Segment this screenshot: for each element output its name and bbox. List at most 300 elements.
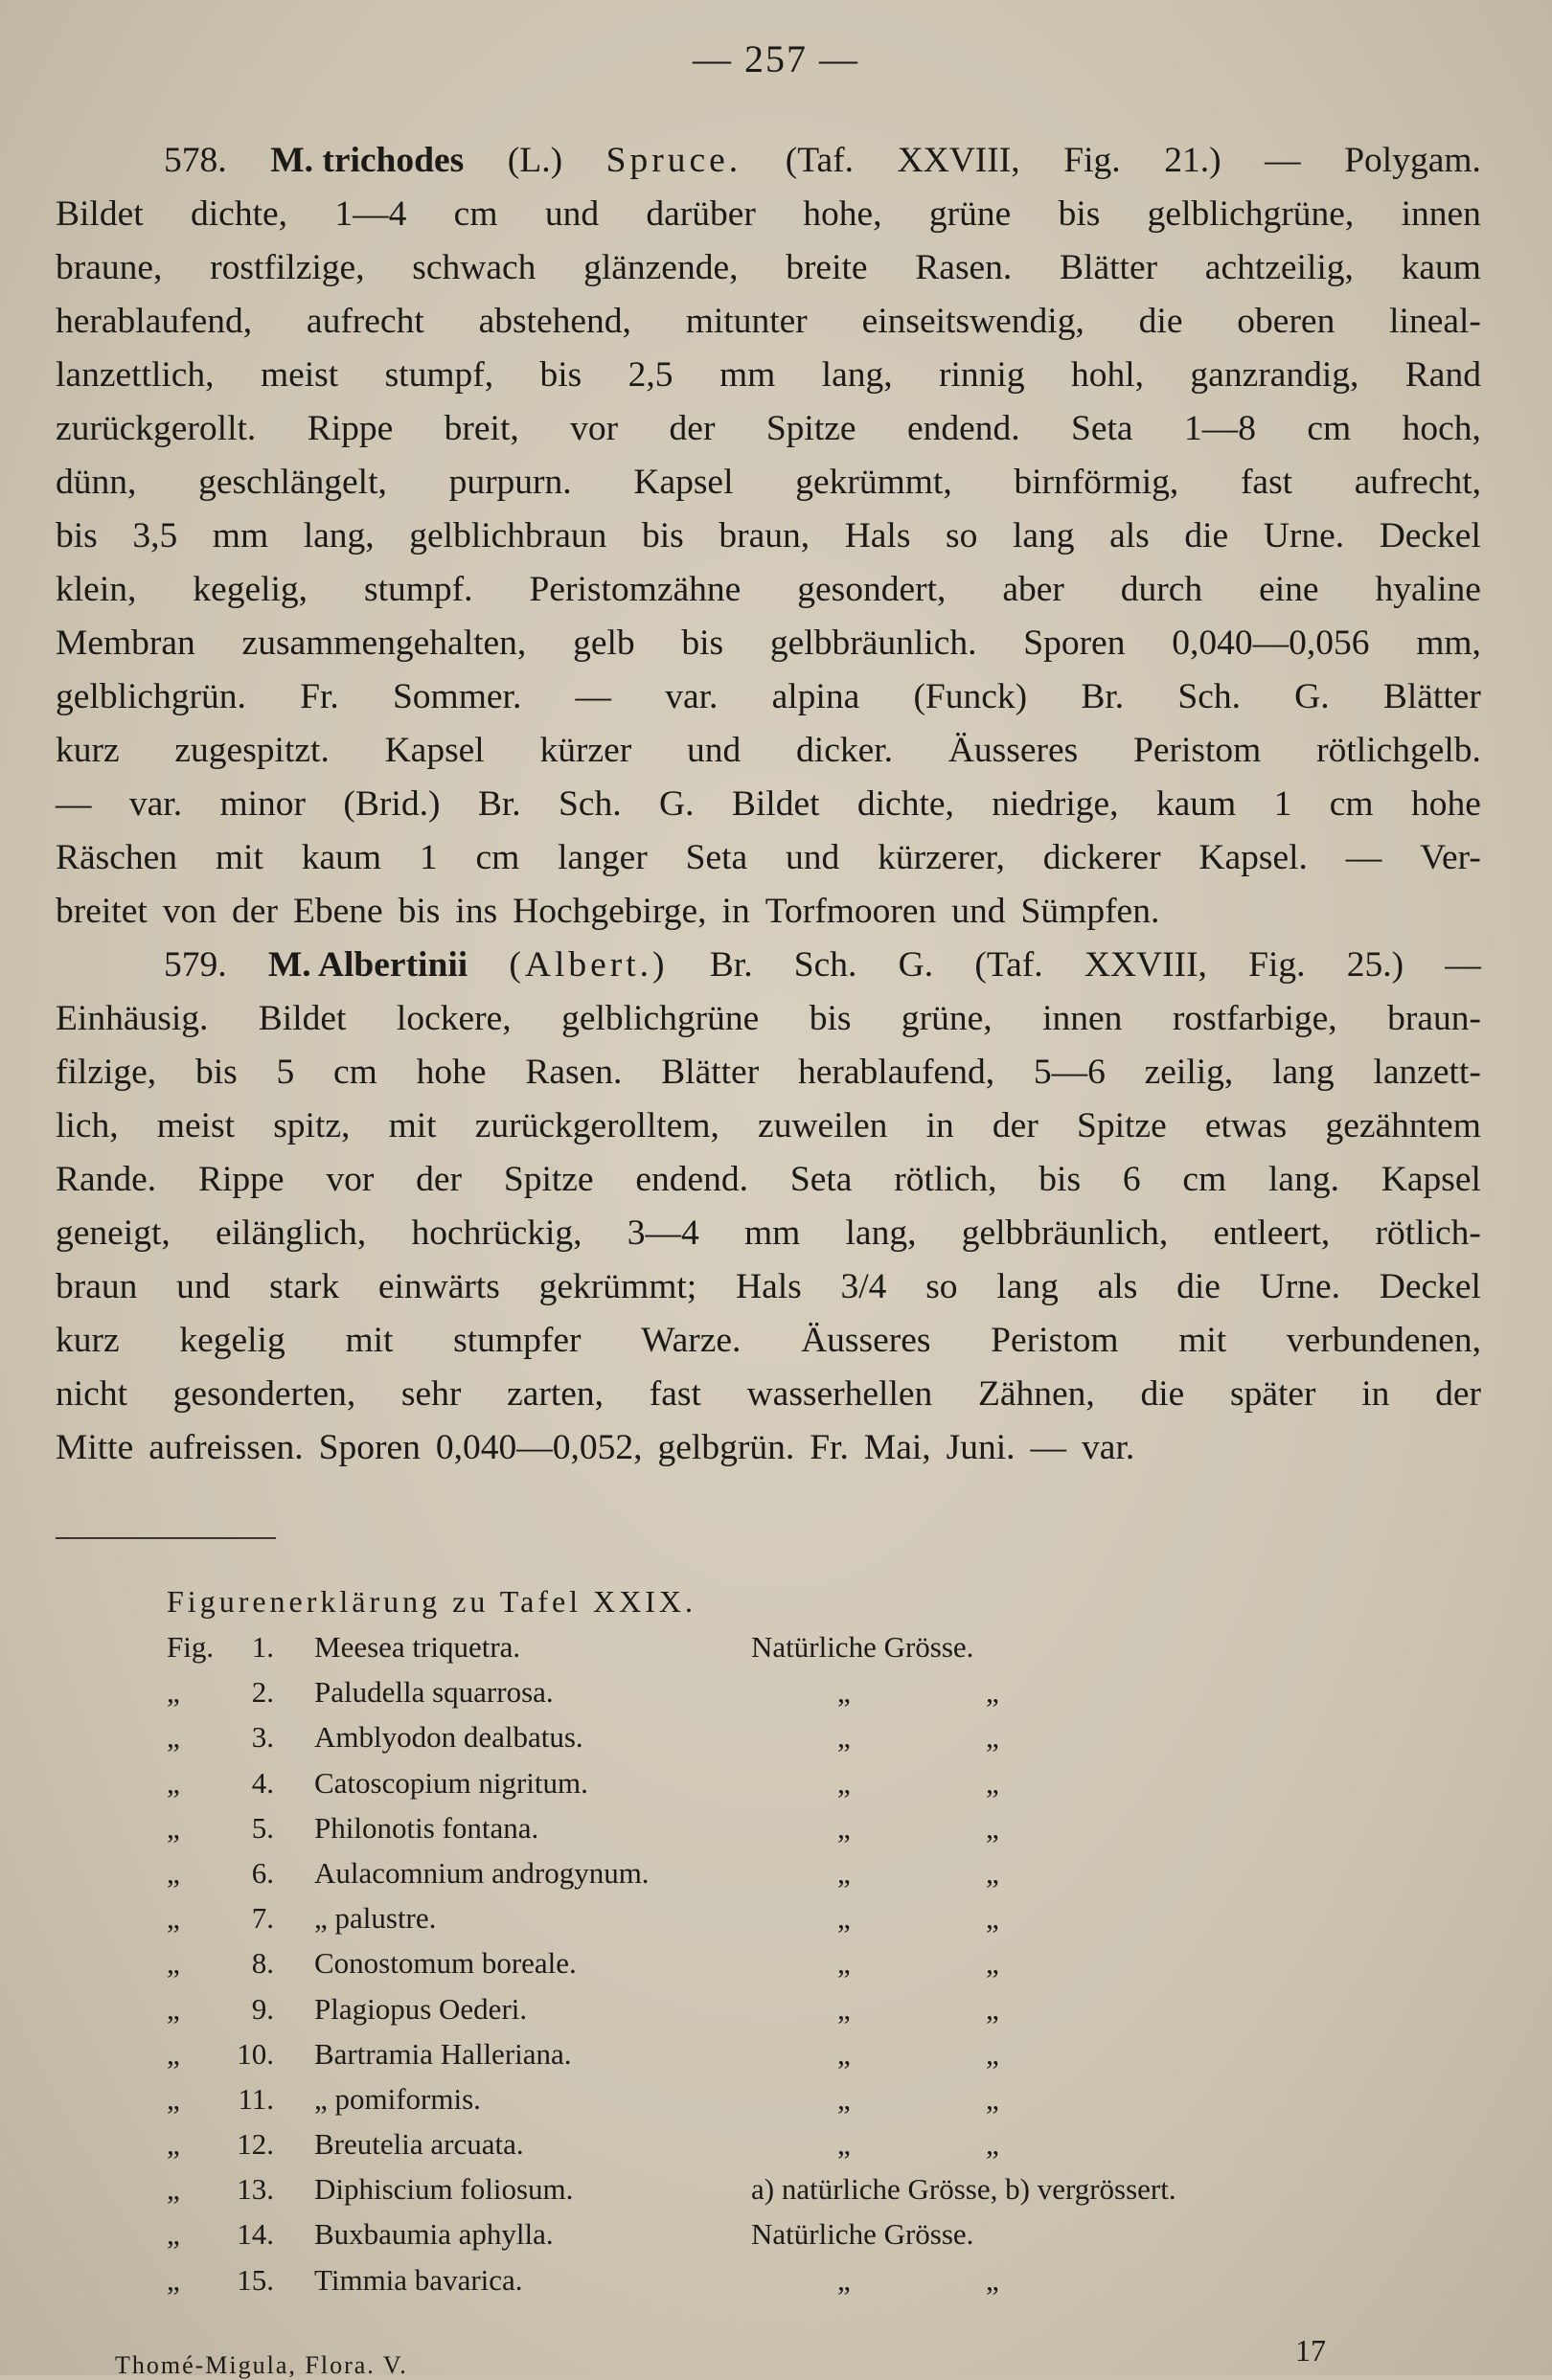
figure-species: „ pomiformis. xyxy=(314,2081,481,2116)
figure-number: 1. xyxy=(251,1630,274,1664)
text-word: Peristom xyxy=(1132,731,1262,770)
text-word: rötlich, xyxy=(894,1160,997,1199)
text-word: Hals xyxy=(735,1267,802,1306)
ditto-mark: „ xyxy=(986,1765,999,1800)
figure-species: Amblyodon dealbatus. xyxy=(314,1720,583,1755)
ditto-mark: „ xyxy=(986,1810,999,1845)
text-word: dichte, xyxy=(191,194,288,234)
ditto-mark: „ xyxy=(986,1855,999,1890)
text-word: bis xyxy=(809,999,852,1038)
figure-size: Natürliche Grösse. xyxy=(751,2217,974,2252)
figure-item xyxy=(167,1624,1412,1669)
text-word: gelblichgrüne xyxy=(561,999,760,1038)
ditto-mark: „ xyxy=(837,1720,851,1755)
text-word: etwas xyxy=(1204,1106,1288,1145)
text-word: breit, xyxy=(444,409,519,448)
text-word: Sporen xyxy=(318,1428,421,1467)
figure-number: 14. xyxy=(237,2217,274,2252)
figure-item xyxy=(167,1986,1412,2031)
text-word: innen xyxy=(1401,194,1481,234)
figure-species: Buxbaumia aphylla. xyxy=(314,2217,554,2252)
text-word: bis xyxy=(642,516,684,555)
text-word: Zähnen, xyxy=(977,1374,1095,1414)
text-word: Rasen. xyxy=(525,1053,623,1092)
text-word: Äusseres xyxy=(801,1321,931,1360)
text-word: Rippe xyxy=(307,409,394,448)
text-word: 3—4 xyxy=(627,1213,699,1253)
figure-prefix: „ xyxy=(167,2036,180,2071)
text-word: Deckel xyxy=(1379,516,1481,555)
figure-item xyxy=(167,1714,1412,1759)
text-word: hoch, xyxy=(1402,409,1481,448)
text-word: Warze. xyxy=(641,1321,742,1360)
text-word: endend. xyxy=(906,409,1020,448)
text-word: einseitswendig, xyxy=(861,302,1084,341)
text-word: Blätter xyxy=(661,1053,760,1092)
text-word: Urne. xyxy=(1259,1267,1341,1306)
text-word: in xyxy=(925,1106,954,1145)
text-word: Fig. xyxy=(1248,945,1306,985)
text-word: 5 xyxy=(276,1053,295,1092)
text-word: Seta xyxy=(1071,409,1133,448)
figure-species: Meesea triquetra. xyxy=(314,1630,521,1664)
text-word: lang xyxy=(1272,1053,1335,1092)
text-word: gekrümmt, xyxy=(795,463,952,502)
text-word: — xyxy=(575,677,612,716)
text-word: mm xyxy=(743,1213,801,1253)
text-word: rötlich- xyxy=(1375,1213,1481,1253)
figure-item xyxy=(167,1940,1412,1985)
species-name: M. Albertinii xyxy=(267,945,468,985)
text-word: dicker. xyxy=(796,731,894,770)
text-word: 21.) xyxy=(1164,141,1221,180)
text-word: mitunter xyxy=(685,302,808,341)
figure-legend-list xyxy=(167,1624,1412,2302)
text-word: var. xyxy=(128,784,183,824)
text-word: gekrümmt; xyxy=(538,1267,697,1306)
figure-number: 4. xyxy=(251,1765,274,1800)
text-line xyxy=(56,670,1481,724)
text-word: vor xyxy=(326,1160,375,1199)
text-line xyxy=(56,456,1481,510)
figure-size: Natürliche Grösse. xyxy=(751,1630,974,1664)
text-line xyxy=(56,831,1481,885)
ditto-mark: „ xyxy=(986,2262,999,2297)
text-word: gelb xyxy=(573,623,635,663)
text-line xyxy=(56,510,1481,563)
text-word: eine xyxy=(1259,570,1319,609)
text-word: bis xyxy=(194,1053,238,1092)
text-word: — xyxy=(56,784,92,824)
text-word: als xyxy=(1109,516,1150,555)
text-word: die xyxy=(1138,302,1183,341)
ditto-mark: „ xyxy=(837,2036,851,2071)
text-word: (Taf. xyxy=(974,945,1043,985)
footnote-rule xyxy=(56,1537,276,1539)
text-line xyxy=(56,241,1481,295)
text-word: gelbbräunlich, xyxy=(961,1213,1169,1253)
text-word: und xyxy=(951,892,1006,931)
ditto-mark: „ xyxy=(837,2262,851,2297)
text-word: (Brid.) xyxy=(343,784,441,824)
text-word: bis xyxy=(681,623,724,663)
text-word: G. xyxy=(1294,677,1330,716)
text-word: Peristomzähne xyxy=(529,570,742,609)
text-word: Fr. xyxy=(810,1428,849,1467)
text-word: endend. xyxy=(635,1160,749,1199)
page-body xyxy=(56,134,1481,1475)
text-word: cm xyxy=(333,1053,377,1092)
text-word: 5—6 xyxy=(1033,1053,1106,1092)
text-word: XXVIII, xyxy=(1084,945,1207,985)
text-word: zuweilen xyxy=(758,1106,888,1145)
figure-item xyxy=(167,2211,1412,2256)
text-word: Bildet xyxy=(258,999,347,1038)
figure-item xyxy=(167,1850,1412,1895)
text-word: mm xyxy=(719,355,776,395)
entry-number: 578. xyxy=(164,141,227,180)
text-word: G. xyxy=(898,945,934,985)
text-word: 3/4 xyxy=(840,1267,887,1306)
text-line xyxy=(56,1314,1481,1368)
text-word: der xyxy=(669,409,716,448)
text-word: kegelig, xyxy=(193,570,308,609)
text-word: lang, xyxy=(845,1213,917,1253)
text-word: cm xyxy=(1307,409,1352,448)
text-word: bis xyxy=(539,355,582,395)
text-word: und xyxy=(176,1267,231,1306)
text-word: (Funck) xyxy=(913,677,1028,716)
ditto-mark: „ xyxy=(986,1946,999,1981)
text-word: langer xyxy=(558,838,648,877)
figure-number: 5. xyxy=(251,1810,274,1845)
text-word: der xyxy=(232,892,278,931)
text-word: Sümpfen. xyxy=(1020,892,1160,931)
text-word: Hals xyxy=(844,516,911,555)
text-word: var. xyxy=(1082,1428,1135,1467)
author: (Albert.) xyxy=(509,945,669,985)
text-word: gesonderten, xyxy=(172,1374,356,1414)
text-word: aufreissen. xyxy=(148,1428,304,1467)
ditto-mark: „ xyxy=(837,1946,851,1981)
text-word: 2,5 xyxy=(628,355,673,395)
text-word: gelbbräunlich. xyxy=(769,623,977,663)
text-word: rostfarbige, xyxy=(1172,999,1337,1038)
text-word: und xyxy=(786,838,840,877)
text-word: stumpf. xyxy=(364,570,473,609)
text-word: Deckel xyxy=(1379,1267,1481,1306)
text-word: Juni. xyxy=(946,1428,1016,1467)
text-line xyxy=(56,1421,1481,1475)
text-word: Spitze xyxy=(765,409,856,448)
text-line xyxy=(56,778,1481,831)
text-word: Hochgebirge, xyxy=(513,892,707,931)
figure-number: 7. xyxy=(251,1901,274,1936)
text-word: durch xyxy=(1120,570,1203,609)
text-word: stark xyxy=(269,1267,340,1306)
text-word: die xyxy=(1140,1374,1185,1414)
text-word: aber xyxy=(1002,570,1064,609)
text-word: mm xyxy=(212,516,269,555)
figure-prefix: „ xyxy=(167,1946,180,1981)
figure-species: Philonotis fontana. xyxy=(314,1810,539,1845)
figure-species: Aulacomnium androgynum. xyxy=(314,1855,650,1890)
text-word: Mai, xyxy=(863,1428,931,1467)
text-line xyxy=(56,1260,1481,1314)
figure-prefix: „ xyxy=(167,1901,180,1936)
entry-578-heading xyxy=(56,134,1481,188)
text-word: Urne. xyxy=(1263,516,1345,555)
figure-prefix: „ xyxy=(167,1675,180,1710)
text-word: — xyxy=(1265,141,1301,180)
text-word: G. xyxy=(659,784,695,824)
text-word: achtzeilig, xyxy=(1204,248,1354,287)
figure-legend-title: Figurenerklärung zu Tafel XXIX. xyxy=(167,1584,697,1619)
text-word: und xyxy=(687,731,742,770)
figure-item xyxy=(167,1669,1412,1714)
text-word: ganzrandig, xyxy=(1190,355,1359,395)
text-line xyxy=(56,885,1481,939)
text-word: braun- xyxy=(1387,999,1481,1038)
text-word: in xyxy=(721,892,750,931)
text-word: lang, xyxy=(303,516,375,555)
text-line xyxy=(56,992,1481,1046)
text-word: 3,5 xyxy=(132,516,178,555)
text-word: Rande. xyxy=(56,1160,157,1199)
text-word: Br. xyxy=(709,945,753,985)
text-word: gesondert, xyxy=(797,570,947,609)
figure-species: Bartramia Halleriana. xyxy=(314,2036,572,2071)
figure-prefix: Fig. xyxy=(167,1630,215,1664)
figure-prefix: „ xyxy=(167,2127,180,2162)
text-word: später xyxy=(1229,1374,1316,1414)
figure-prefix: „ xyxy=(167,2217,180,2252)
text-word: var. xyxy=(665,677,719,716)
text-line xyxy=(56,563,1481,617)
text-word: kurz xyxy=(56,1321,120,1360)
text-word: zeilig, xyxy=(1144,1053,1234,1092)
text-word: spitz, xyxy=(273,1106,351,1145)
text-word: gelbgrün. xyxy=(657,1428,795,1467)
text-word: Rasen. xyxy=(915,248,1013,287)
text-word: dickerer xyxy=(1042,838,1161,877)
text-word: gelblichbraun xyxy=(409,516,607,555)
text-word: Kapsel. xyxy=(1198,838,1308,877)
text-word: kegelig xyxy=(179,1321,285,1360)
text-word: birnförmig, xyxy=(1014,463,1179,502)
entry-579-text xyxy=(56,992,1481,1475)
figure-number: 15. xyxy=(237,2262,274,2297)
figure-prefix: „ xyxy=(167,1810,180,1845)
text-word: Br. xyxy=(477,784,521,824)
text-word: der xyxy=(992,1106,1038,1145)
text-word: mit xyxy=(345,1321,394,1360)
text-word: 1 xyxy=(1273,784,1292,824)
text-word: so xyxy=(925,1267,958,1306)
ditto-mark: „ xyxy=(986,1991,999,2026)
text-word: Seta xyxy=(789,1160,853,1199)
figure-item xyxy=(167,1760,1412,1805)
text-word: 1 xyxy=(419,838,438,877)
text-word: Räschen xyxy=(56,838,178,877)
text-word: dichte, xyxy=(856,784,954,824)
text-word: vor xyxy=(570,409,619,448)
ditto-mark: „ xyxy=(837,2127,851,2162)
text-word: zugespitzt. xyxy=(174,731,330,770)
text-word: hohe xyxy=(416,1053,487,1092)
text-word: Sch. xyxy=(1177,677,1241,716)
text-word: der xyxy=(416,1160,463,1199)
text-word: lineal- xyxy=(1389,302,1481,341)
figure-number: 12. xyxy=(237,2127,274,2162)
text-word: Ver- xyxy=(1420,838,1481,877)
text-word: gezähntem xyxy=(1325,1106,1481,1145)
figure-number: 2. xyxy=(251,1675,274,1710)
text-word: verbundenen, xyxy=(1286,1321,1481,1360)
ditto-mark: „ xyxy=(986,1675,999,1710)
figure-prefix: „ xyxy=(167,1720,180,1755)
text-line xyxy=(56,1368,1481,1421)
ditto-mark: „ xyxy=(986,2127,999,2162)
text-word: die xyxy=(1176,1267,1221,1306)
text-word: zurückgerolltem, xyxy=(474,1106,719,1145)
figure-number: 8. xyxy=(251,1946,274,1981)
text-word: meist xyxy=(156,1106,236,1145)
text-word: 0,040—0,052, xyxy=(435,1428,643,1467)
text-word: rostfilzige, xyxy=(210,248,365,287)
text-line xyxy=(56,1153,1481,1207)
text-word: breitet xyxy=(56,892,148,931)
text-word: Spitze xyxy=(1076,1106,1167,1145)
text-word: braune, xyxy=(56,248,163,287)
text-word: mit xyxy=(1178,1321,1227,1360)
text-word: Blätter xyxy=(1382,677,1481,716)
text-word: Sch. xyxy=(559,784,622,824)
text-word: klein, xyxy=(56,570,137,609)
text-word: lang xyxy=(996,1267,1059,1306)
ditto-mark: „ xyxy=(837,1675,851,1710)
figure-number: 13. xyxy=(237,2172,274,2207)
page-number: — 257 — xyxy=(693,37,859,80)
text-line xyxy=(56,1207,1481,1260)
ditto-mark: „ xyxy=(837,1765,851,1800)
text-word: rinnig xyxy=(939,355,1025,395)
text-word: bis xyxy=(1058,194,1101,234)
entry-number: 579. xyxy=(164,945,227,985)
text-word: Kapsel xyxy=(633,463,734,502)
figure-prefix: „ xyxy=(167,2262,180,2297)
ditto-mark: „ xyxy=(837,1901,851,1936)
text-word: Peristom xyxy=(991,1321,1119,1360)
text-word: lanzett- xyxy=(1373,1053,1481,1092)
text-word: purpurn. xyxy=(448,463,572,502)
text-word: hohl, xyxy=(1070,355,1145,395)
text-word: geschlängelt, xyxy=(198,463,387,502)
text-word: entleert, xyxy=(1213,1213,1331,1253)
text-word: Polygam. xyxy=(1344,141,1481,180)
text-word: bis xyxy=(398,892,441,931)
figure-prefix: „ xyxy=(167,2172,180,2207)
text-word: Kapsel xyxy=(1381,1160,1481,1199)
text-word: minor xyxy=(219,784,307,824)
figure-prefix: „ xyxy=(167,1855,180,1890)
text-word: zarten, xyxy=(507,1374,605,1414)
text-word: grüne, xyxy=(901,999,993,1038)
text-word: Fr. xyxy=(300,677,339,716)
text-word: cm xyxy=(1182,1160,1227,1199)
text-word: und xyxy=(544,194,600,234)
ditto-mark: „ xyxy=(986,1720,999,1755)
ditto-mark: „ xyxy=(986,1901,999,1936)
text-word: meist xyxy=(260,355,339,395)
text-word: — xyxy=(1445,945,1481,985)
figure-number: 3. xyxy=(251,1720,274,1755)
text-word: innen xyxy=(1042,999,1123,1038)
text-word: fast xyxy=(1240,463,1293,502)
text-word: lanzettlich, xyxy=(56,355,215,395)
text-word: in xyxy=(1361,1374,1390,1414)
text-word: kurz xyxy=(56,731,120,770)
text-word: darüber xyxy=(646,194,756,234)
text-word: 25.) xyxy=(1346,945,1404,985)
text-word: bis xyxy=(1038,1160,1082,1199)
text-word: eilänglich, xyxy=(215,1213,367,1253)
figure-legend xyxy=(167,1578,1412,2302)
species-name: M. trichodes xyxy=(270,141,465,180)
text-word: stumpfer xyxy=(453,1321,582,1360)
text-word: braun, xyxy=(719,516,810,555)
figure-number: 9. xyxy=(251,1991,274,2026)
text-line xyxy=(56,1046,1481,1099)
text-word: Sporen xyxy=(1023,623,1126,663)
figure-size: a) natürliche Grösse, b) vergrössert. xyxy=(751,2172,1176,2207)
text-word: kaum xyxy=(301,838,382,877)
figure-number: 6. xyxy=(251,1855,274,1890)
text-word: sehr xyxy=(400,1374,462,1414)
text-word: breite xyxy=(786,248,868,287)
text-word: gelblichgrüne, xyxy=(1147,194,1355,234)
figure-species: Paludella squarrosa. xyxy=(314,1675,554,1710)
figure-number: 11. xyxy=(238,2081,274,2116)
text-word: braun xyxy=(56,1267,138,1306)
ditto-mark: „ xyxy=(837,2081,851,2116)
text-word: niedrige, xyxy=(992,784,1119,824)
text-word: so xyxy=(946,516,978,555)
text-word: grüne xyxy=(928,194,1012,234)
text-word: lich, xyxy=(56,1106,119,1145)
text-word: — xyxy=(1345,838,1382,877)
text-word: stumpf, xyxy=(384,355,494,395)
text-word: zurückgerollt. xyxy=(56,409,257,448)
figure-prefix: „ xyxy=(167,1765,180,1800)
text-word: zusammengehalten, xyxy=(241,623,527,663)
text-line xyxy=(56,1099,1481,1153)
text-line xyxy=(56,402,1481,456)
text-word: herablaufend, xyxy=(56,302,253,341)
text-word: lang, xyxy=(821,355,893,395)
text-word: hyaline xyxy=(1375,570,1481,609)
figure-item xyxy=(167,1895,1412,1940)
figure-item xyxy=(167,1805,1412,1850)
text-word: mm, xyxy=(1416,623,1481,663)
footer-imprint: Thomé-Migula, Flora. V. xyxy=(115,2351,408,2379)
text-word: Rand xyxy=(1404,355,1481,395)
text-word: einwärts xyxy=(377,1267,500,1306)
text-word: fast xyxy=(649,1374,701,1414)
text-word: 1—8 xyxy=(1183,409,1256,448)
text-word: lang xyxy=(1012,516,1075,555)
ditto-mark: „ xyxy=(837,1855,851,1890)
